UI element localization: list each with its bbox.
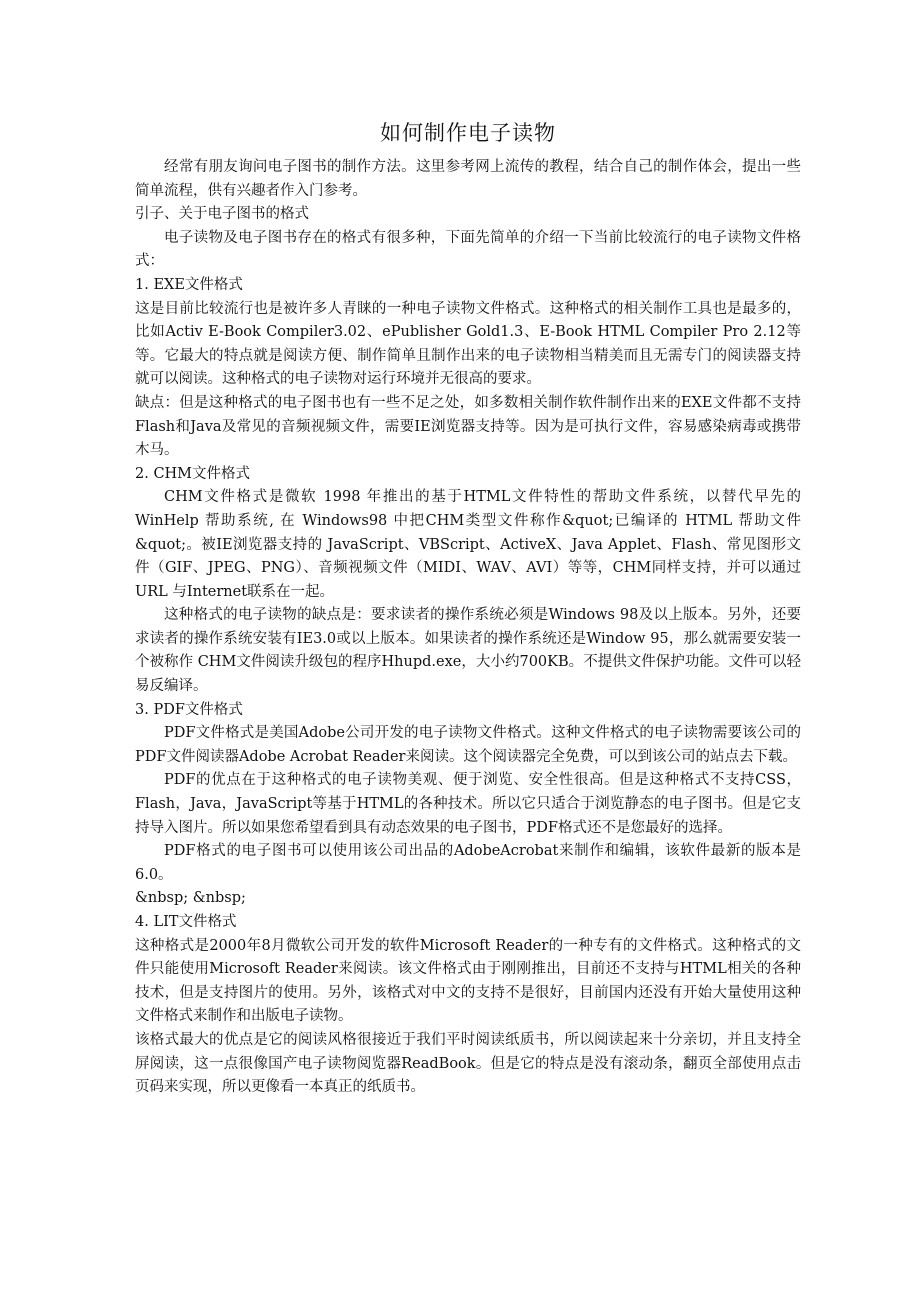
paragraph: 该格式最大的优点是它的阅读风格很接近于我们平时阅读纸质书，所以阅读起来十分亲切，并且支持全屏阅读，这一点很像国产电子读物阅览器ReadBook。但是它的特点是没有滚动条，翻页全部使用点击页码来实现，所以更像看一本真正的纸质书。: [135, 1031, 801, 1096]
paragraph: &nbsp; &nbsp;: [135, 890, 246, 907]
paragraph: 1. EXE文件格式: [135, 276, 243, 293]
paragraph: 3. PDF文件格式: [135, 701, 243, 718]
paragraph: 这种格式的电子读物的缺点是：要求读者的操作系统必须是Windows 98及以上版本。另外，还要求读者的操作系统安装有IE3.0或以上版本。如果读者的操作系统还是Window 95，那么就需要安装一个被称作 CHM文件阅读升级包的程序Hhupd.exe，大小约700KB。不提供文件保护功能。文件可以轻易反编译。: [135, 607, 801, 695]
paragraph: 缺点：但是这种格式的电子图书也有一些不足之处，如多数相关制作软件制作出来的EXE文件都不支持Flash和Java及常见的音频视频文件，需要IE浏览器支持等。因为是可执行文件，容易感染病毒或携带木马。: [135, 394, 801, 459]
paragraph: 这是目前比较流行也是被许多人青睐的一种电子读物文件格式。这种格式的相关制作工具也是最多的，比如Activ E-Book Compiler3.02、ePublisher Gold1.3、E-Book HTML Compiler Pro 2.12等等。它最大的特点就是阅读方便、制作简单且制作出来的电子读物相当精美而且无需专门的阅读器支持就可以阅读。这种格式的电子读物对运行环境并无很高的要求。: [135, 300, 801, 388]
paragraph: 引子、关于电子图书的格式: [135, 206, 309, 223]
paragraph: PDF格式的电子图书可以使用该公司出品的AdobeAcrobat来制作和编辑，该软件最新的版本是6.0。: [135, 843, 801, 883]
document-page: [135, 118, 801, 1100]
paragraph: PDF文件格式是美国Adobe公司开发的电子读物文件格式。这种文件格式的电子读物需要该公司的PDF文件阅读器Adobe Acrobat Reader来阅读。这个阅读器完全免费，可以到该公司的站点去下载。: [135, 725, 801, 765]
paragraph: 这种格式是2000年8月微软公司开发的软件Microsoft Reader的一种专有的文件格式。这种格式的文件只能使用Microsoft Reader来阅读。该文件格式由于刚刚推出，目前还不支持与HTML相关的各种技术，但是支持图片的使用。另外，该格式对中文的支持不是很好，目前国内还没有开始大量使用这种文件格式来制作和出版电子读物。: [135, 937, 801, 1025]
paragraph: CHM文件格式是微软 1998 年推出的基于HTML文件特性的帮助文件系统，以替代早先的WinHelp 帮助系统, 在 Windows98 中把CHM类型文件称作&quot;已编译的 HTML 帮助文件&quot;。被IE浏览器支持的 JavaScript、VBScript、ActiveX、Java Applet、Flash、常见图形文件（GIF、JPEG、PNG）、音频视频文件（MIDI、WAV、AVI）等等，CHM同样支持，并可以通过 URL 与Internet联系在一起。: [135, 489, 801, 600]
paragraph: 2. CHM文件格式: [135, 465, 251, 482]
document-body: [135, 156, 801, 1100]
paragraph: 电子读物及电子图书存在的格式有很多种，下面先简单的介绍一下当前比较流行的电子读物文件格式：: [135, 229, 801, 270]
document-title: 如何制作电子读物: [380, 121, 556, 145]
paragraph: 经常有朋友询问电子图书的制作方法。这里参考网上流传的教程，结合自己的制作体会，提出一些简单流程，供有兴趣者作入门参考。: [135, 159, 801, 199]
paragraph: PDF的优点在于这种格式的电子读物美观、便于浏览、安全性很高。但是这种格式不支持CSS，Flash，Java，JavaScript等基于HTML的各种技术。所以它只适合于浏览静态的电子图书。但是它支持导入图片。所以如果您希望看到具有动态效果的电子图书，PDF格式还不是您最好的选择。: [135, 772, 801, 836]
paragraph: 4. LIT文件格式: [135, 914, 237, 930]
